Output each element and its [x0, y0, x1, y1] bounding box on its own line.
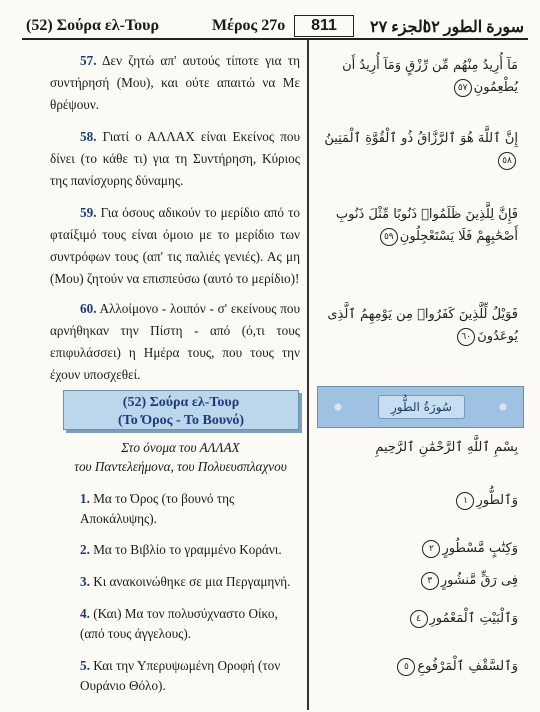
verse-text: Για όσους αδικούν το μερίδιο από το φταίξιμό τους είναι όμοιο με το μερίδιο των συντρόφων τους (απ' τις παλιές γενιές). Ας μη (Μου) ζητούν να επισπεύσω (αυτό το μερίδιο)!	[50, 205, 301, 286]
arabic-verse-5	[318, 656, 518, 678]
verse-text: Και την Υπερυψωμένη Οροφή (τον Ουράνιο Θόλο).	[80, 658, 281, 693]
verse-end-mark: ٦٠	[457, 328, 475, 346]
verse-end-mark: ١	[456, 492, 474, 510]
verse-number: 60.	[80, 301, 97, 316]
verse-end-mark: ٥٩	[380, 228, 398, 246]
arabic-verse-60	[318, 304, 518, 348]
verse-57	[50, 50, 300, 116]
surah-title-line1: (52) Σούρα ελ-Τουρ	[122, 395, 240, 410]
invocation-line1: Στο όνομα του ΑΛΛΑΧ	[121, 440, 240, 455]
verse-text: Αλλοίμονο - λοιπόν - σ' εκείνους που αρνήθηκαν την Πίστη - από (ό,τι τους επιφυλάσσει) η Ημέρα τους, που τους την έχουν υποσχεθεί.	[50, 301, 300, 382]
header-divider	[22, 38, 528, 40]
verse-2	[80, 540, 300, 560]
arabic-text: بِسْمِ ٱللَّهِ ٱلرَّحْمَٰنِ ٱلرَّحِيمِ	[375, 440, 518, 455]
verse-text: Μα το Βιβλίο το γραμμένο Κοράνι.	[93, 542, 282, 557]
verse-1	[80, 489, 300, 529]
arabic-verse-1	[318, 490, 518, 512]
verse-number: 3.	[80, 574, 90, 589]
verse-59	[50, 202, 300, 290]
arabic-text: مَآ أُرِيدُ مِنْهُم مِّن رِّزْقٍ وَمَآ أُرِيدُ أَن يُطْعِمُونِ	[342, 58, 518, 95]
header-part: Μέρος 27ο	[212, 17, 286, 34]
verse-end-mark: ٥	[397, 658, 415, 676]
verse-number: 4.	[80, 606, 90, 621]
arabic-verse-58	[318, 128, 518, 172]
verse-3	[80, 572, 300, 592]
arabic-surah-banner	[317, 386, 524, 428]
verse-60	[50, 298, 300, 386]
arabic-text: فَوَيْلٌ لِّلَّذِينَ كَفَرُوا۟ مِن يَوْمِهِمُ ٱلَّذِى يُوعَدُونَ	[327, 307, 518, 344]
verse-number: 2.	[80, 542, 90, 557]
verse-text: Κι ανακοινώθηκε σε μια Περγαμηνή.	[93, 574, 291, 589]
invocation	[58, 438, 303, 476]
verse-text: Γιατί ο ΑΛΛΑΧ είναι Εκείνος που δίνει (το κάθε τι) για τη Συντήρηση, Κύριος της πανίσχυρης δύναμης.	[50, 129, 300, 188]
surah-title-line2: (Το Όρος - Το Βουνό)	[117, 413, 244, 428]
arabic-text: وَكِتَٰبٍ مَّسْطُورٍ	[442, 541, 518, 556]
arabic-verse-59	[318, 204, 518, 248]
arabic-basmala	[318, 437, 518, 459]
header-surah-greek: (52) Σούρα ελ-Τουρ	[26, 17, 160, 34]
verse-end-mark: ٣	[421, 572, 439, 590]
page-header	[22, 14, 528, 38]
arabic-surah-title: سُورَةُ الطُّورِ	[378, 395, 465, 419]
verse-number: 59.	[80, 205, 97, 220]
arabic-text: فِى رَقٍّ مَّنشُورٍ	[440, 573, 518, 588]
page-number: 811	[294, 15, 354, 37]
verse-end-mark: ٥٧	[454, 79, 472, 97]
header-juz-arabic: الجزء ٢٧	[370, 19, 428, 36]
verse-5	[80, 656, 300, 696]
verse-text: Μα το Όρος (το βουνό της Αποκάλυψης).	[80, 491, 235, 526]
surah-title-box	[63, 390, 299, 430]
arabic-text: فَإِنَّ لِلَّذِينَ ظَلَمُوا۟ ذَنُوبًا مِّثْلَ ذَنُوبِ أَصْحَٰبِهِمْ فَلَا يَسْتَعْجِلُونِ	[335, 207, 518, 244]
arabic-text: وَٱلْبَيْتِ ٱلْمَعْمُورِ	[429, 611, 518, 626]
arabic-text: وَٱلسَّقْفِ ٱلْمَرْفُوعِ	[417, 659, 518, 674]
verse-end-mark: ٥٨	[498, 152, 516, 170]
arabic-verse-4	[318, 608, 518, 630]
header-surah-arabic: سورة الطور ٥٢	[422, 19, 524, 36]
arabic-text: وَٱلطُّورِ	[476, 493, 518, 508]
verse-58	[50, 126, 300, 192]
column-divider	[307, 40, 309, 710]
verse-text: Δεν ζητώ απ' αυτούς τίποτε για τη συντήρησή (Μου), και ούτε απαιτώ να Με θρέψουν.	[50, 53, 300, 112]
arabic-text: إِنَّ ٱللَّهَ هُوَ ٱلرَّزَّاقُ ذُو ٱلْقُوَّةِ ٱلْمَتِينُ	[324, 131, 518, 146]
arabic-verse-2	[318, 538, 518, 560]
verse-number: 58.	[80, 129, 97, 144]
arabic-verse-57	[318, 55, 518, 99]
verse-number: 5.	[80, 658, 90, 673]
invocation-line2: του Παντελεήμονα, του Πολυευσπλαχνου	[74, 459, 287, 474]
verse-text: (Και) Μα τον πολυσύχναστο Οίκο, (από τους άγγελους).	[80, 606, 278, 641]
verse-end-mark: ٢	[422, 540, 440, 558]
verse-end-mark: ٤	[410, 610, 428, 628]
arabic-verse-3	[318, 570, 518, 592]
verse-number: 1.	[80, 491, 90, 506]
verse-4	[80, 604, 300, 644]
verse-number: 57.	[80, 53, 97, 68]
